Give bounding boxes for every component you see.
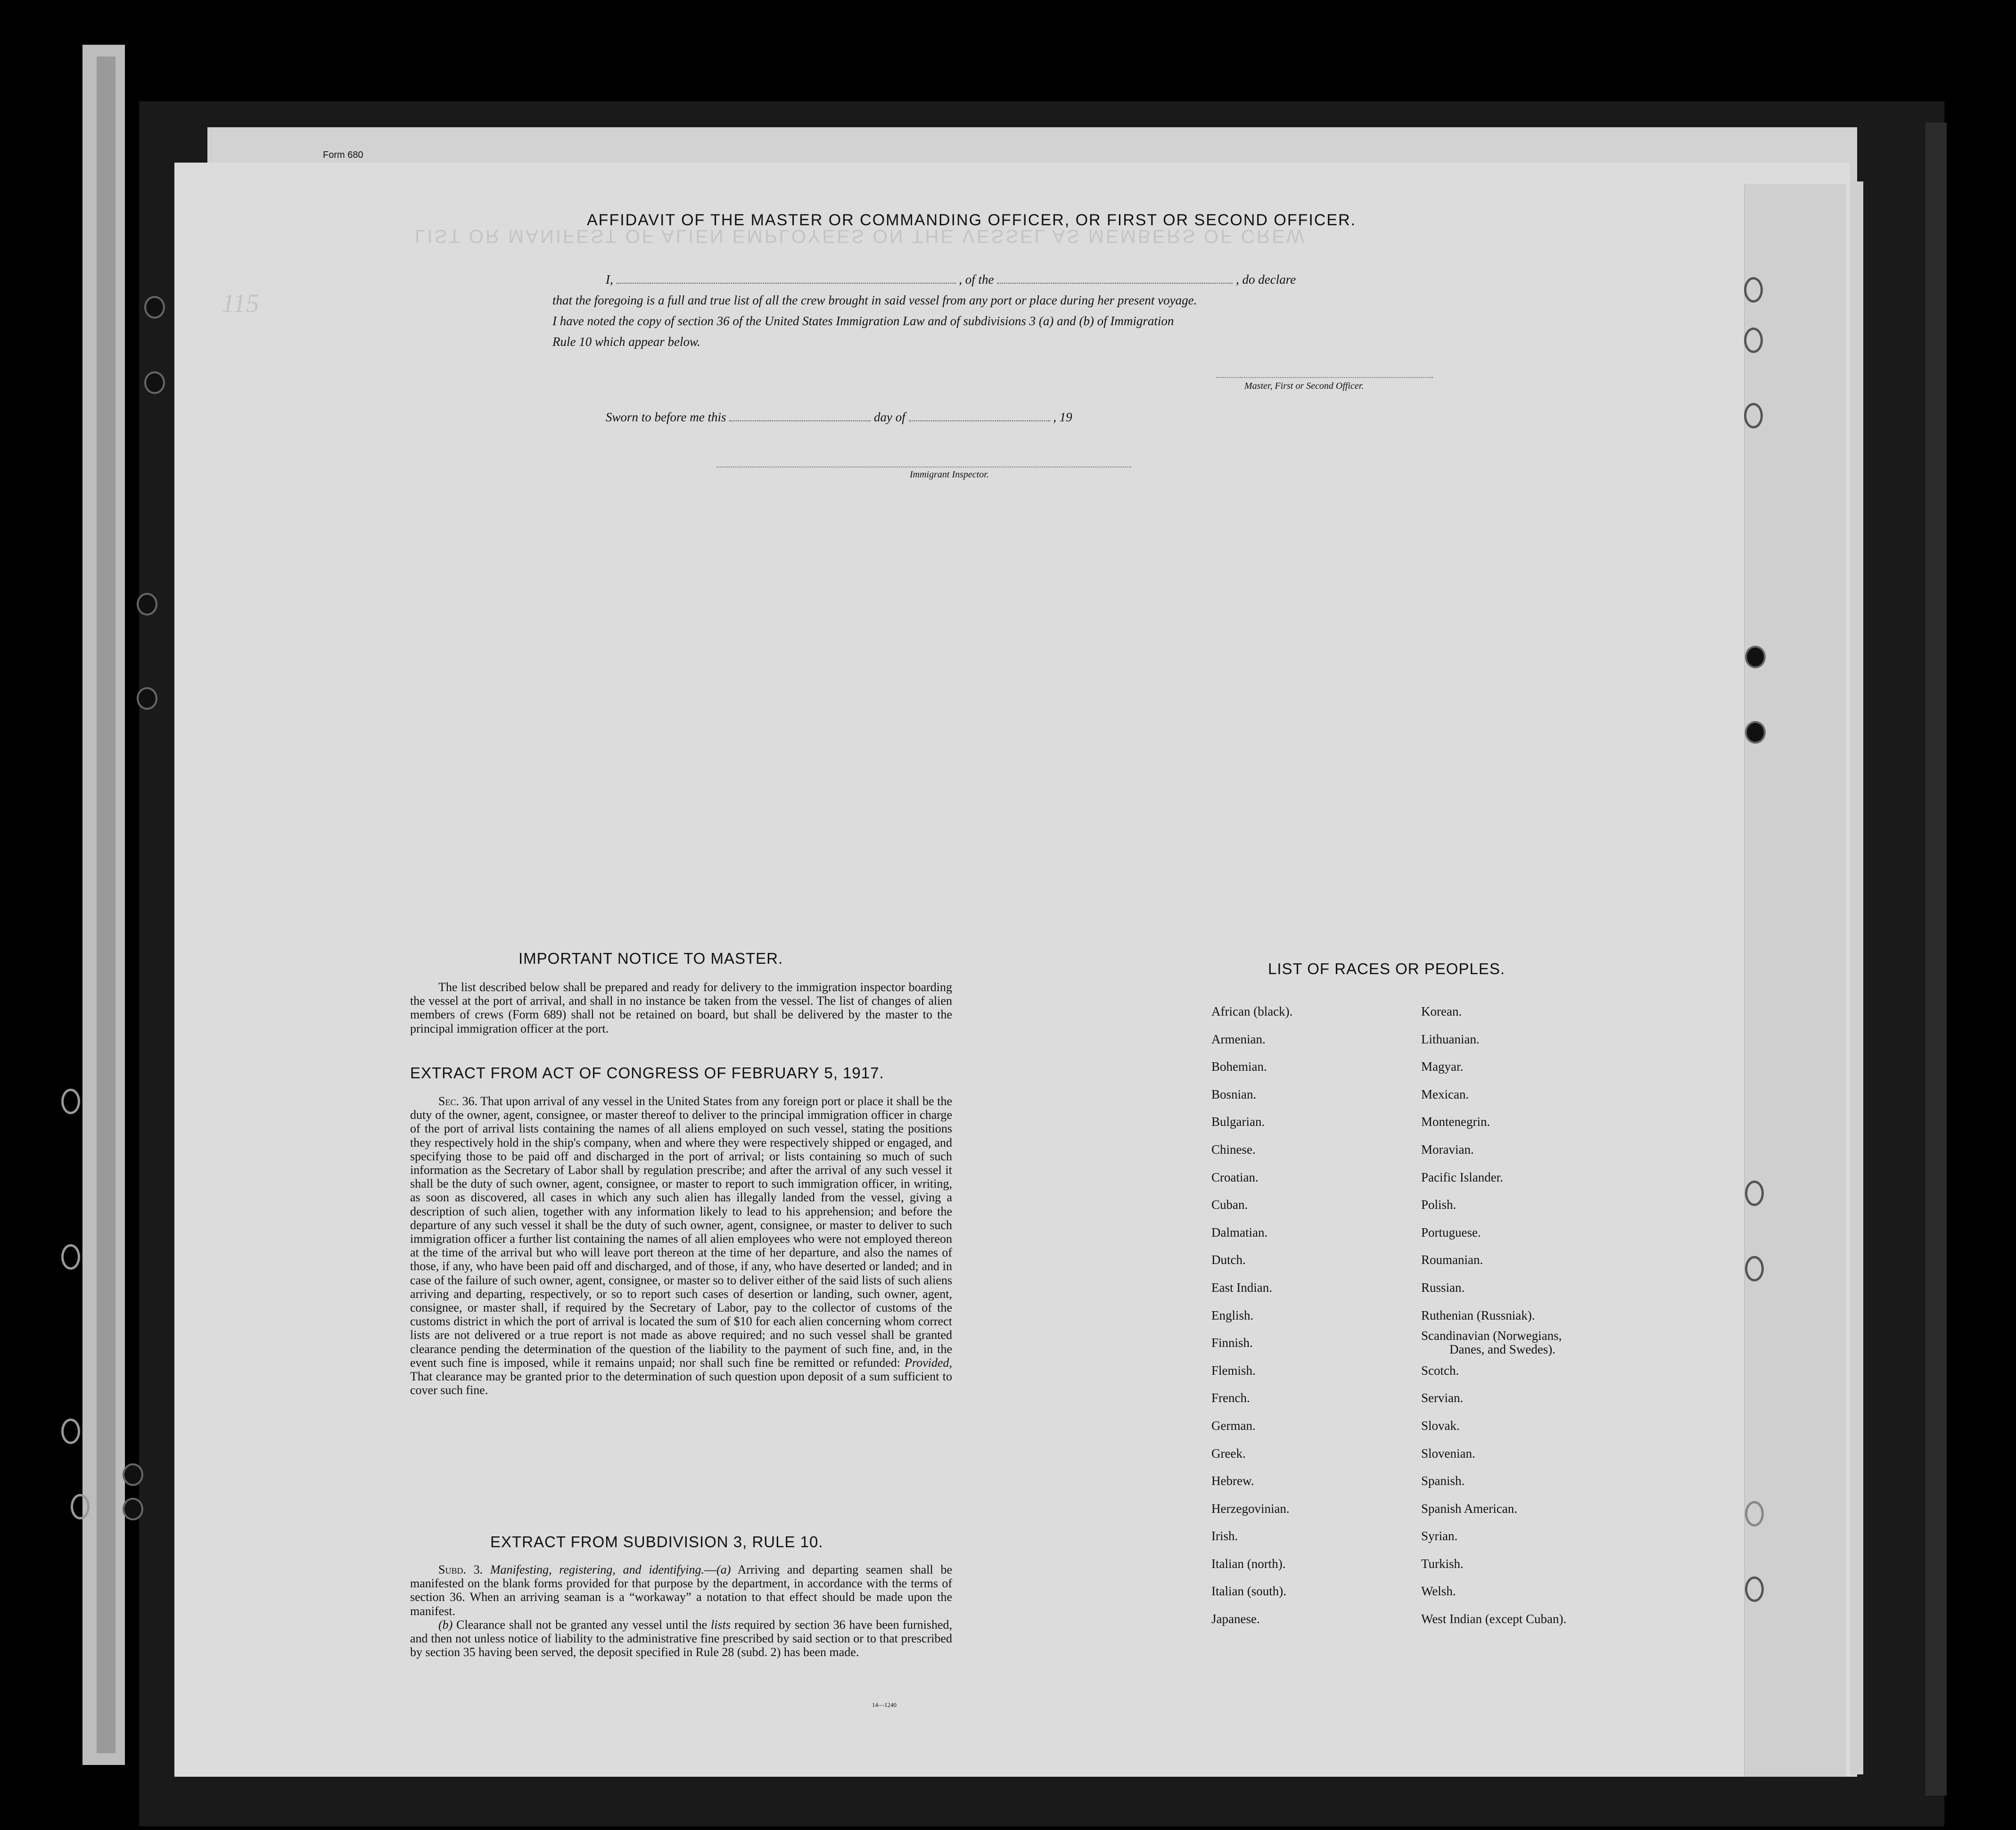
year-prefix: , 19 <box>1053 410 1072 424</box>
affidavit-declare: , do declare <box>1236 272 1296 287</box>
race-item: Hebrew. <box>1211 1474 1254 1488</box>
races-column-1 <box>1211 998 1292 1633</box>
binder-ring <box>1745 1181 1764 1206</box>
punch-hole <box>123 1463 143 1486</box>
binder-ring <box>1745 1256 1764 1281</box>
para-a-label: (a) <box>716 1563 731 1576</box>
binder-spine-left-inner <box>97 57 115 1753</box>
affidavit-line-1 <box>606 272 1296 287</box>
race-item: Greek. <box>1211 1446 1246 1461</box>
para-b-end: required by section 36 have been furnished, and then not unless notice of liability to the administrative fine prescribed by said section or to that prescribed by section 35 having been served, the deposit specified in Rule 28 (subd. 2) has been made. <box>410 1617 952 1659</box>
section-label: Sec. 36. <box>438 1094 478 1108</box>
race-item: Turkish. <box>1421 1556 1464 1571</box>
binder-ring <box>61 1419 80 1444</box>
race-item: Spanish American. <box>1421 1501 1517 1516</box>
race-item: English. <box>1211 1308 1254 1322</box>
binder-ring <box>1745 1501 1764 1526</box>
punch-hole <box>1745 721 1766 744</box>
race-item: Bulgarian. <box>1211 1115 1265 1129</box>
race-item: Dalmatian. <box>1211 1225 1268 1239</box>
sworn-month-blank <box>909 420 1050 421</box>
race-item: Korean. <box>1421 1004 1462 1018</box>
race-item: Pacific Islander. <box>1421 1170 1503 1184</box>
punch-hole <box>137 687 157 710</box>
race-item: French. <box>1211 1391 1250 1405</box>
inspector-signature-line <box>716 467 1131 468</box>
race-item: Welsh. <box>1421 1584 1456 1599</box>
race-item: Irish. <box>1211 1529 1238 1543</box>
extract-act-body <box>410 1094 952 1397</box>
binder-ring <box>1745 1576 1764 1602</box>
sworn-day-blank <box>729 420 871 421</box>
race-item: Finnish. <box>1211 1336 1253 1350</box>
subdivision-b-paragraph <box>410 1618 952 1659</box>
binder-spine-right <box>1925 123 1947 1796</box>
race-item: Croatian. <box>1211 1170 1259 1184</box>
inspector-caption: Immigrant Inspector. <box>910 469 989 480</box>
race-item: Chinese. <box>1211 1142 1256 1157</box>
race-item: Spanish. <box>1421 1474 1465 1488</box>
race-item: Bosnian. <box>1211 1087 1257 1101</box>
proviso-text: That clearance may be granted prior to the determination of such question upon deposit of a sum sufficient to cover such fine. <box>410 1370 952 1397</box>
master-signature-line <box>1216 377 1433 378</box>
race-item: African (black). <box>1211 1004 1293 1018</box>
race-item: German. <box>1211 1418 1256 1433</box>
para-a-text: Arriving and departing seamen shall be manifested on the blank forms provided for that purpose by the department, in accordance with the terms of section 36. When an arriving seaman is a “workaway” a notation to that effect should be made upon the manifest. <box>410 1563 952 1618</box>
race-item: Italian (north). <box>1211 1556 1286 1571</box>
race-item: Slovak. <box>1421 1418 1460 1433</box>
document-page <box>174 163 1850 1777</box>
notice-title: IMPORTANT NOTICE TO MASTER. <box>518 950 783 967</box>
race-item: Flemish. <box>1211 1363 1256 1378</box>
show-through-page-number: 115 <box>222 289 259 318</box>
race-item: Mexican. <box>1421 1087 1469 1101</box>
notice-text: The list described below shall be prepared and ready for delivery to the immigration inspector boarding the vessel at the port of arrival, and shall in no instance be taken from the vessel. The list of changes of alien members of crews (Form 689) shall not be retained on board, but shall be delivered by the master to the principal immigration officer at the port. <box>410 980 952 1035</box>
subd-label: Subd. 3. <box>438 1563 483 1576</box>
race-item: Montenegrin. <box>1421 1115 1490 1129</box>
sworn-line <box>606 410 1072 425</box>
race-item: Scotch. <box>1421 1363 1459 1378</box>
sworn-text: Sworn to before me this <box>606 410 726 424</box>
binder-ring <box>61 1089 80 1114</box>
race-item: Danes, and Swedes). <box>1449 1342 1555 1357</box>
race-item: Moravian. <box>1421 1142 1474 1157</box>
show-through-title: LIST OR MANIFEST OF ALIEN EMPLOYEES ON THE VESSEL AS MEMBERS OF CREW <box>415 226 1306 246</box>
race-item: Lithuanian. <box>1421 1032 1480 1046</box>
race-item: Herzegovinian. <box>1211 1501 1290 1516</box>
proviso-word: Provided, <box>905 1355 952 1370</box>
race-item: Scandinavian (Norwegians, <box>1421 1329 1562 1343</box>
race-item: Polish. <box>1421 1198 1456 1212</box>
affidavit-line-2: that the foregoing is a full and true list of all the crew brought in said vessel from any port or place during her present voyage. <box>552 293 1197 307</box>
race-item: West Indian (except Cuban). <box>1421 1612 1567 1626</box>
punch-hole <box>1745 646 1766 668</box>
extract-act-title: EXTRACT FROM ACT OF CONGRESS OF FEBRUARY 5, 1917. <box>410 1064 884 1082</box>
affidavit-line-3: I have noted the copy of section 36 of the United States Immigration Law and of subdivisions 3 (a) and (b) of Immigration <box>552 314 1174 328</box>
race-item: Russian. <box>1421 1280 1465 1295</box>
affidavit-title: AFFIDAVIT OF THE MASTER OR COMMANDING OFFICER, OR FIRST OR SECOND OFFICER. <box>587 211 1357 229</box>
para-b-start: Clearance shall not be granted any vessel until the <box>456 1617 708 1632</box>
vessel-blank <box>997 283 1233 284</box>
race-item: Italian (south). <box>1211 1584 1286 1599</box>
punch-hole <box>144 371 165 394</box>
race-item: Servian. <box>1421 1391 1464 1405</box>
subdivision-a-paragraph: Subd. 3. Manifesting, registering, and identifying.—(a) Arriving and departing seamen shall be manifested on the blank forms provided for that purpose by the department, in accordance with the terms of section 36. When an arriving seaman is a “workaway” a notation to that effect should be made upon the manifest. <box>410 1563 952 1618</box>
race-item: Syrian. <box>1421 1529 1458 1543</box>
notice-body <box>410 980 952 1035</box>
race-item: Roumanian. <box>1421 1253 1483 1267</box>
race-item: Ruthenian (Russniak). <box>1421 1308 1535 1322</box>
race-item: Armenian. <box>1211 1032 1266 1046</box>
binder-ring <box>71 1494 90 1519</box>
subd-heading: Manifesting, registering, and identifying. <box>490 1563 705 1576</box>
form-number: Form 680 <box>323 150 363 160</box>
punch-hole <box>123 1498 143 1520</box>
binder-ring <box>61 1244 80 1270</box>
punch-hole <box>144 296 165 319</box>
extract-rule-body <box>410 1563 952 1659</box>
binder-ring <box>1744 277 1763 303</box>
name-blank <box>617 283 956 284</box>
section-36-paragraph <box>410 1094 952 1397</box>
para-b-lists: lists <box>711 1617 731 1632</box>
races-column-2 <box>1421 998 1566 1633</box>
race-item: Dutch. <box>1211 1253 1246 1267</box>
master-caption: Master, First or Second Officer. <box>1244 381 1364 391</box>
para-b-label: (b) <box>438 1617 453 1632</box>
affidavit-pronoun: I, <box>606 272 613 287</box>
affidavit-of-the: , of the <box>959 272 994 287</box>
race-item: Bohemian. <box>1211 1059 1267 1074</box>
page-edge-right <box>1850 181 1863 1774</box>
affidavit-line-4: Rule 10 which appear below. <box>552 335 700 349</box>
race-item: Slovenian. <box>1421 1446 1475 1461</box>
race-item: Cuban. <box>1211 1198 1248 1212</box>
race-item: Portuguese. <box>1421 1225 1481 1239</box>
binder-ring <box>1744 403 1763 428</box>
races-title: LIST OF RACES OR PEOPLES. <box>1268 960 1506 977</box>
day-of-text: day of <box>874 410 905 424</box>
race-item: Magyar. <box>1421 1059 1464 1074</box>
race-item: Japanese. <box>1211 1612 1260 1626</box>
extract-rule-title: EXTRACT FROM SUBDIVISION 3, RULE 10. <box>490 1533 823 1551</box>
section-36-text: That upon arrival of any vessel in the United States from any foreign port or place it shall be the duty of the owner, agent, consignee, or master thereof to deliver to the principal immigration officer in charge of the port of arrival lists containing the names of all aliens employed on such vessel, stating the positions they respectively hold in the ship's company, when and where they were respectively shipped or engaged, and specifying those to be paid off and discharged in the port of arrival; or lists containing so much of such information as the Secretary of Labor shall by regulation prescribe; and after the arrival of any such vessel it shall be the duty of such owner, agent, consignee, or master to report to such immigration officer, in writing, as soon as discovered, all cases in which any such alien has illegally landed from the vessel, giving a description of such alien, together with any information likely to lead to his apprehension; and before the departure of any such vessel it shall be the duty of such owner, agent, consignee, or master to deliver to such immigration officer a further list containing the names of all alien employees who were not employed thereon at the time of the arrival but who will leave port thereon at the time of her departure, and also the names of those, if any, who have been paid off and discharged, and of those, if any, who have deserted or landed; and in case of the failure of such owner, agent, consignee, or master so to deliver either of the said lists of such aliens arriving and departing, respectively, or so to report such cases of desertion or landing, such owner, agent, consignee, or master shall, if required by the Secretary of Labor, pay to the collector of customs of the customs district in which the port of arrival is located the sum of $10 for each alien concerning whom correct lists are not delivered or a true report is not made as above required; and no such vessel shall be granted clearance pending the determination of the question of the liability to the payment of such fine, and, in the event such fine is imposed, while it remains unpaid; nor shall such fine be remitted or refunded: <box>410 1094 953 1370</box>
punch-hole <box>137 593 157 615</box>
binder-ring <box>1744 328 1763 353</box>
race-item: East Indian. <box>1211 1280 1272 1295</box>
print-code: 14—1240 <box>872 1701 897 1708</box>
